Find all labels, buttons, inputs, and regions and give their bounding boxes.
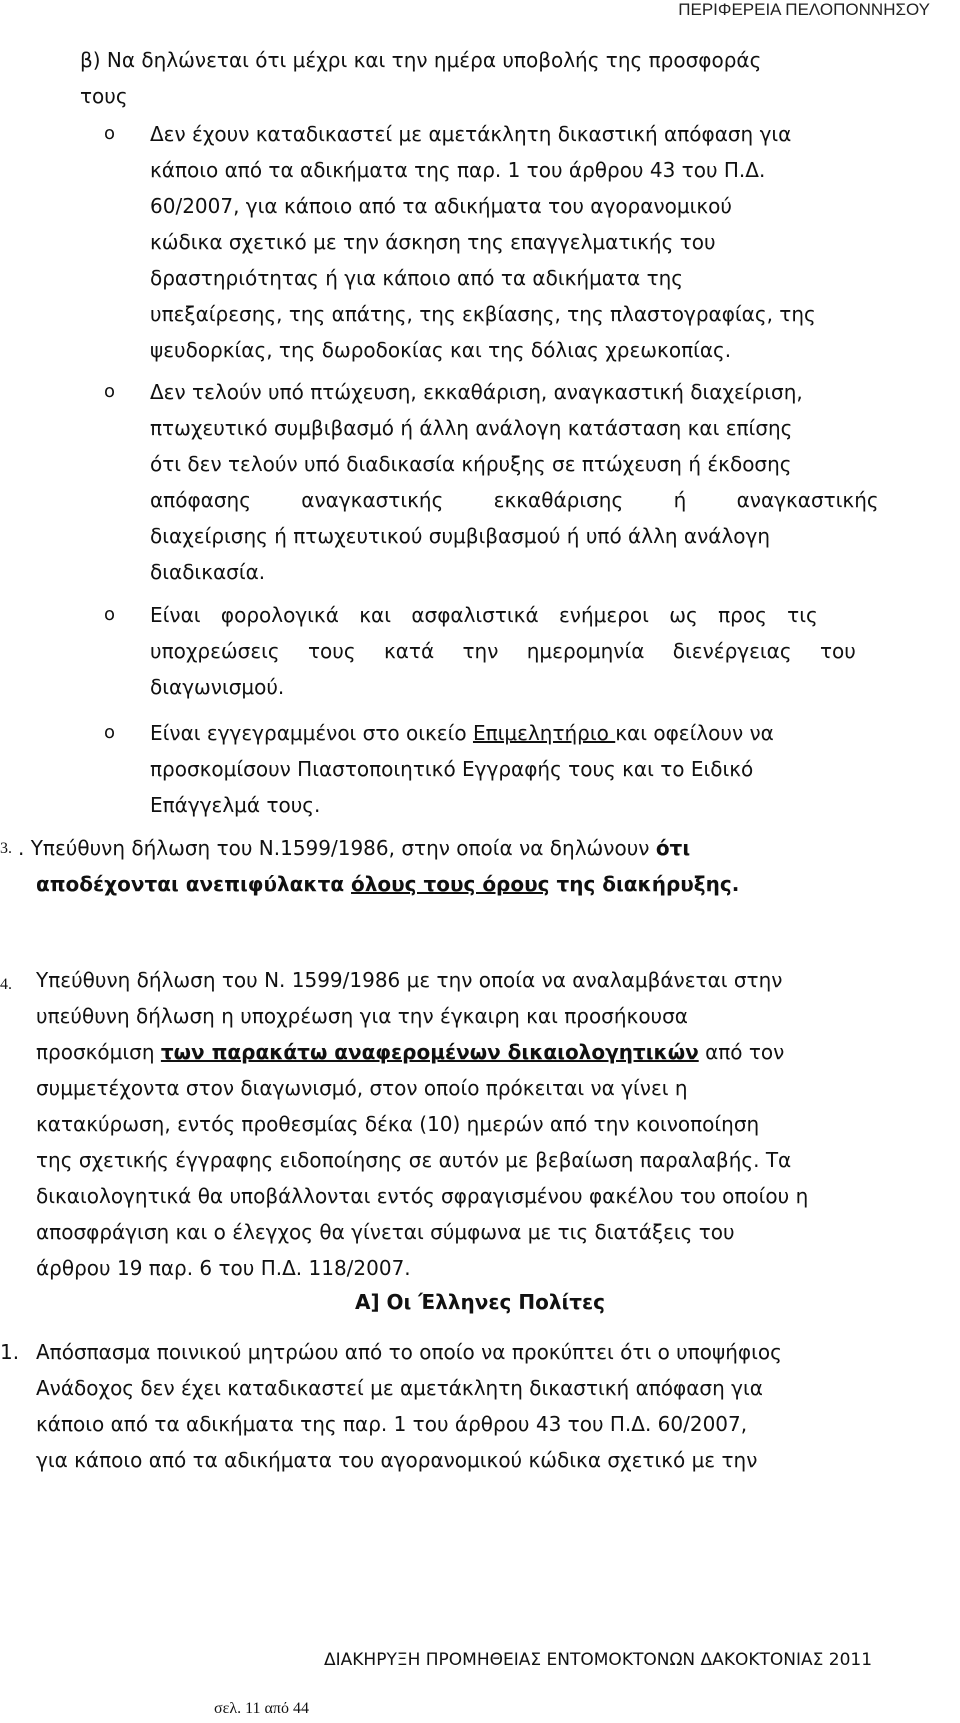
text-line: κάποιο από τα αδικήματα της παρ. 1 του άρθρου 43 του Π.Δ. 60/2007, (36, 1412, 748, 1436)
text-segment: . Υπεύθυνη δήλωση του Ν.1599/1986, στην οποία να δηλώνουν (18, 836, 656, 860)
text-line: πτωχευτικό συμβιβασμό ή άλλη ανάλογη κατάσταση και επίσης (150, 416, 793, 440)
text-line: Ανάδοχος δεν έχει καταδικαστεί με αμετάκλητη δικαστική απόφαση για (36, 1376, 763, 1400)
text-line: προσκομίσουν Πιαστοποιητικό Εγγραφής τους και το Ειδικό (150, 757, 754, 781)
bullet-marker: o (104, 123, 116, 144)
bullet-paragraph-3 (150, 597, 930, 705)
bullet-paragraph-2 (150, 374, 930, 590)
text-line: 60/2007, για κάποιο από τα αδικήματα του αγορανομικού (150, 194, 732, 218)
bold-text: ότι (655, 836, 691, 860)
text-line: αποσφράγιση και ο έλεγχος θα γίνεται σύμφωνα με τις διατάξεις του (36, 1220, 735, 1244)
bullet-marker: o (104, 722, 116, 743)
item-3-paragraph (18, 830, 930, 902)
text-line: κώδικα σχετικό με την άσκηση της επαγγελματικής του (150, 230, 716, 254)
text-line: απόφασης αναγκαστικής εκκαθάρισης ή αναγκαστικής (150, 488, 879, 512)
text-line: Υπεύθυνη δήλωση του Ν. 1599/1986 με την οποία να αναλαμβάνεται στην (36, 968, 783, 992)
text-line: τους (80, 84, 128, 108)
text-line: συμμετέχοντα στον διαγωνισμό, στον οποίο πρόκειται να γίνει η (36, 1076, 688, 1100)
item-4-paragraph (36, 962, 930, 1286)
text-line: υπεξαίρεσης, της απάτης, της εκβίασης, της πλαστογραφίας, της (150, 302, 816, 326)
text-line: διαδικασία. (150, 560, 266, 584)
item-number-4: 4. (0, 976, 12, 993)
text-line: β) Να δηλώνεται ότι μέχρι και την ημέρα υποβολής της προσφοράς (80, 48, 762, 72)
chamber-underlined: Επιμελητήριο (472, 721, 616, 745)
text-line: Δεν τελούν υπό πτώχευση, εκκαθάριση, αναγκαστική διαχείριση, (150, 380, 803, 404)
text-line: Απόσπασμα ποινικού μητρώου από το οποίο να προκύπτει ότι ο υποψήφιος (36, 1340, 782, 1364)
text-line: υποχρεώσεις τους κατά την ημερομηνία διενέργειας του (150, 639, 856, 663)
section-a-title: Α] Οι Έλληνες Πολίτες (354, 1290, 606, 1314)
text-line (150, 715, 930, 751)
text-line: δικαιολογητικά θα υποβάλλονται εντός σφραγισμένου φακέλου του οποίου η (36, 1184, 809, 1208)
text-line: Είναι φορολογικά και ασφαλιστικά ενήμεροι ως προς τις (150, 603, 818, 627)
text-line: ψευδορκίας, της δωροδοκίας και της δόλιας χρεωκοπίας. (150, 338, 732, 362)
text-segment: και οφείλουν να (615, 721, 774, 745)
text-line: άρθρου 19 παρ. 6 του Π.Δ. 118/2007. (36, 1256, 411, 1280)
page-header: ΠΕΡΙΦΕΡΕΙΑ ΠΕΛΟΠΟΝΝΗΣΟΥ (678, 0, 930, 19)
footer-title: ΔΙΑΚΗΡΥΞΗ ΠΡΟΜΗΘΕΙΑΣ ΕΝΤΟΜΟΚΤΟΝΩΝ ΔΑΚΟΚΤΟΝΙΑΣ 2011 (324, 1650, 873, 1670)
text-line: δραστηριότητας ή για κάποιο από τα αδικήματα της (150, 266, 684, 290)
text-segment: από τον (698, 1040, 785, 1064)
text-line: ότι δεν τελούν υπό διαδικασία κήρυξης σε πτώχευση ή έκδοσης (150, 452, 792, 476)
text-line (18, 830, 930, 866)
text-line: Επάγγελμά τους. (150, 793, 321, 817)
text-line (18, 866, 930, 902)
bullet-paragraph-4 (150, 715, 930, 823)
text-line: διαγωνισμού. (150, 675, 285, 699)
item-1-paragraph (36, 1334, 930, 1478)
text-line: υπεύθυνη δήλωση η υποχρέωση για την έγκαιρη και προσήκουσα (36, 1004, 688, 1028)
page-number: σελ. 11 από 44 (214, 1700, 309, 1717)
item-number-1: 1. (0, 1340, 20, 1364)
bullet-marker: o (104, 381, 116, 402)
text-segment: Είναι εγγεγραμμένοι στο οικείο (150, 721, 473, 745)
bold-underlined-text: των παρακάτω αναφερομένων δικαιολογητικών (160, 1040, 699, 1064)
text-line: για κάποιο από τα αδικήματα του αγορανομικού κώδικα σχετικό με την (36, 1448, 758, 1472)
bullet-paragraph-1 (150, 116, 930, 368)
text-line: Δεν έχουν καταδικαστεί με αμετάκλητη δικαστική απόφαση για (150, 122, 792, 146)
bold-text: της διακήρυξης. (549, 872, 740, 896)
bullet-marker: o (104, 604, 116, 625)
text-segment: προσκόμιση (36, 1040, 161, 1064)
item-number-3: 3. (0, 840, 12, 857)
text-line (36, 1034, 930, 1070)
text-line: της σχετικής έγγραφης ειδοποίησης σε αυτόν με βεβαίωση παραλαβής. Τα (36, 1148, 792, 1172)
bold-underlined-text: όλους τους όρους (351, 872, 550, 896)
text-line: κατακύρωση, εντός προθεσμίας δέκα (10) ημερών από την κοινοποίηση (36, 1112, 760, 1136)
text-line: διαχείρισης ή πτωχευτικού συμβιβασμού ή υπό άλλη ανάλογη (150, 524, 771, 548)
text-line: κάποιο από τα αδικήματα της παρ. 1 του άρθρου 43 του Π.Δ. (150, 158, 766, 182)
bold-text: αποδέχονται ανεπιφύλακτα (36, 872, 352, 896)
section-b-intro (80, 42, 928, 114)
